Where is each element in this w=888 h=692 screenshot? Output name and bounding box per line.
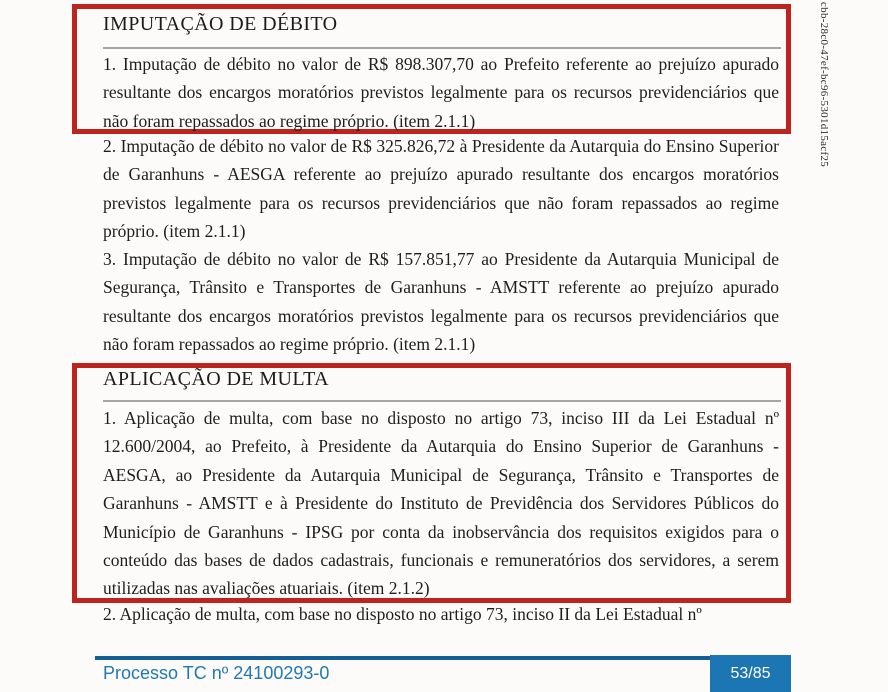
section-heading-imputacao-debito: IMPUTAÇÃO DE DÉBITO (103, 13, 338, 35)
heading-divider (103, 400, 781, 402)
document-verification-code: cbb-28c0-47ef-bc96-5301d15acf25 (818, 2, 830, 168)
paragraph-debito-3: 3. Imputação de débito no valor de R$ 157.851,77 ao Presidente da Autarquia Municipal de Segurança, Trânsito e Transportes de Garanhuns - AMSTT referente ao prejuízo apurado resultante dos encargos moratórios previstos legalmente para os recursos previdenciários que não foram repassados ao regime próprio. (item 2.1.1) (103, 249, 779, 355)
page-number-badge: 53/85 (710, 655, 791, 692)
footer-divider (95, 656, 791, 660)
paragraph-multa-2: 2. Aplicação de multa, com base no disposto no artigo 73, inciso II da Lei Estadual nº (103, 604, 702, 624)
footer-process-number: Processo TC nº 24100293-0 (103, 663, 330, 683)
paragraph-debito-2: 2. Imputação de débito no valor de R$ 325.826,72 à Presidente da Autarquia do Ensino Superior de Garanhuns - AESGA referente ao prejuízo apurado resultante dos encargos moratórios previstos legalmente para os recursos previdenciários que não foram repassados ao regime próprio. (item 2.1.1) (103, 136, 779, 242)
paragraph-multa-1: 1. Aplicação de multa, com base no disposto no artigo 73, inciso III da Lei Estadual nº 12.600/2004, ao Prefeito, à Presidente da Autarquia do Ensino Superior de Garanhuns - AESGA, ao Presidente da Autarquia Municipal de Segurança, Trânsito e Transportes de Garanhuns - AMSTT e à Presidente do Instituto de Previdência dos Servidores Públicos do Município de Garanhuns - IPSG por conta da inobservância dos requisitos exigidos para o conteúdo das bases de dados cadastrais, funcionais e remuneratórios dos servidores, a serem utilizadas nas avaliações atuariais. (item 2.1.2) (103, 408, 779, 599)
section-heading-aplicacao-multa: APLICAÇÃO DE MULTA (103, 368, 329, 390)
heading-divider (103, 47, 781, 49)
paragraph-debito-1: 1. Imputação de débito no valor de R$ 898.307,70 ao Prefeito referente ao prejuízo apurado resultante dos encargos moratórios previstos legalmente para os recursos previdenciários que não foram repassados ao regime próprio. (item 2.1.1) (103, 54, 779, 131)
